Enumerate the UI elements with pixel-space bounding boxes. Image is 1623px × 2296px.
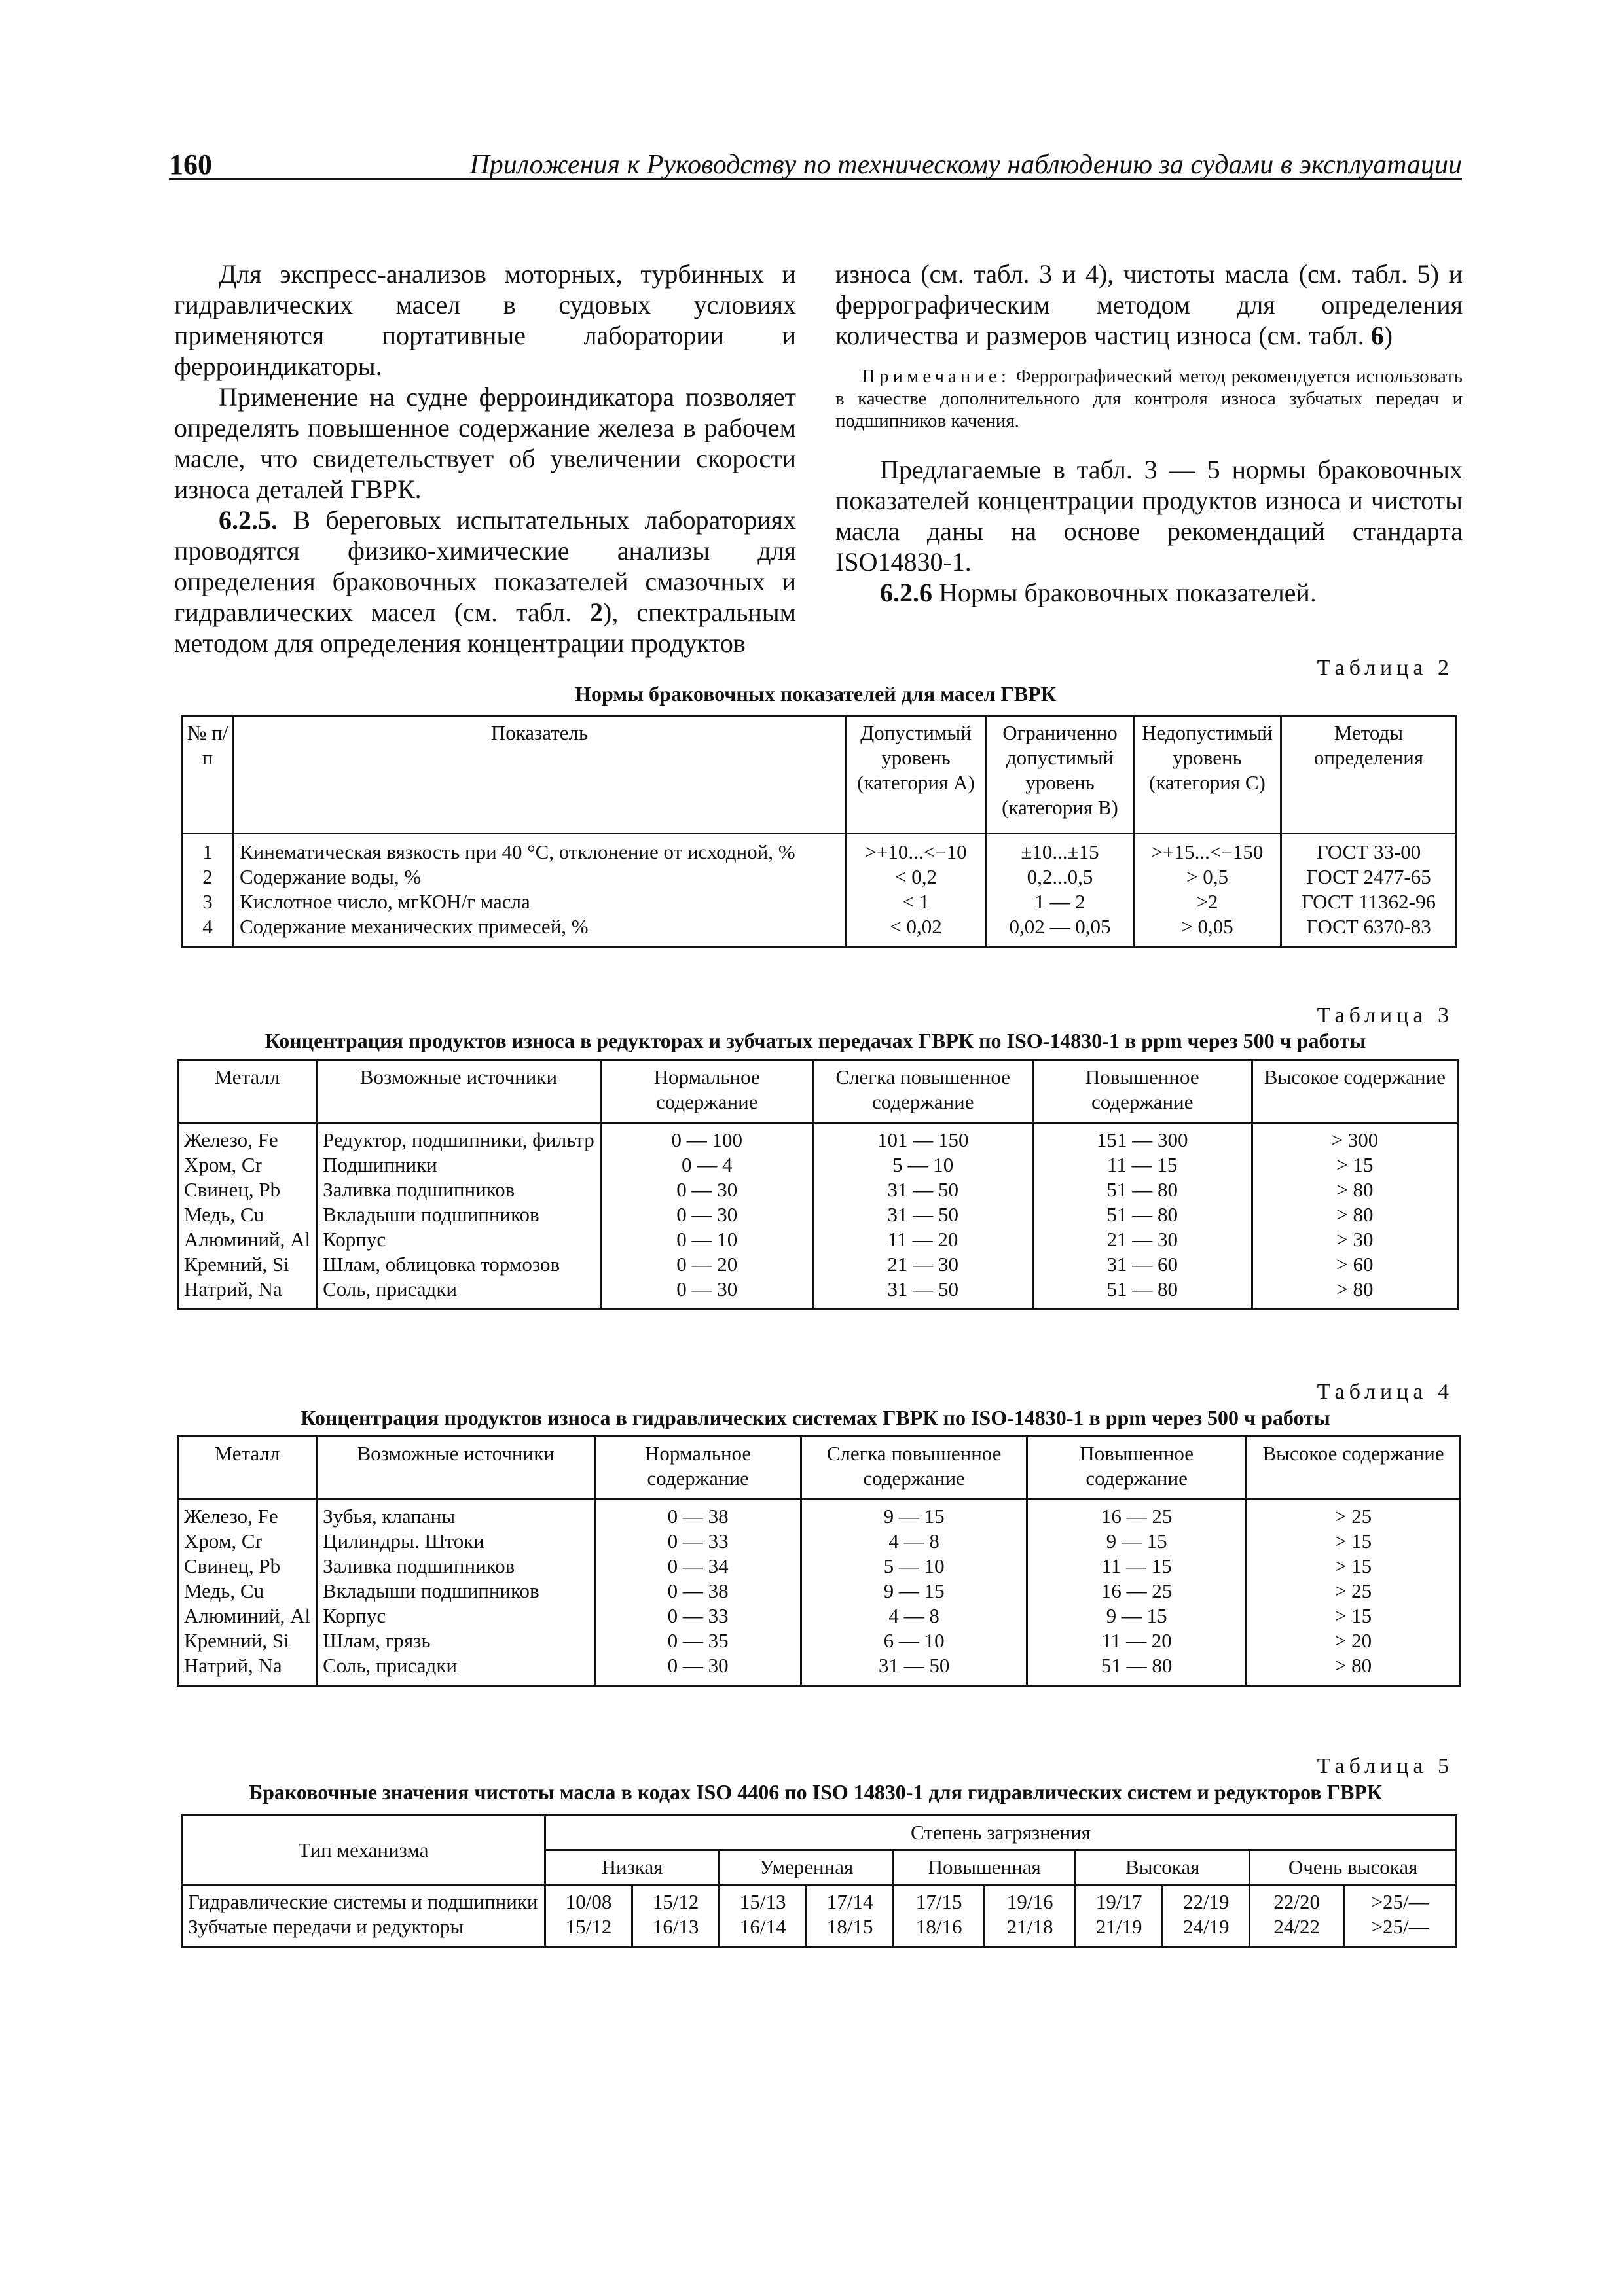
table-cell: 0 — 30: [676, 1203, 738, 1226]
table-cell: ГОСТ 2477-65: [1306, 865, 1431, 888]
table5-column-cell: [545, 1885, 632, 1947]
table-cell: > 60: [1336, 1253, 1374, 1276]
table-cell: 2: [202, 865, 213, 888]
table3-header-cell: Слегка повышенное содержание: [813, 1060, 1032, 1123]
table-cell: > 0,5: [1186, 865, 1228, 888]
table-cell: 10/08: [565, 1890, 612, 1913]
table5-column-cell: [182, 1885, 545, 1947]
table-cell: >+15...<−150: [1151, 840, 1264, 863]
table-cell: Шлам, грязь: [323, 1629, 431, 1652]
table-cell: > 80: [1336, 1178, 1374, 1201]
table-cell: > 80: [1334, 1654, 1372, 1677]
paragraph-express-analysis: Для экспресс-анализов моторных, турбинных и гидравлических масел в судовых условиях применяются портативные лаборатории и ферроиндикаторы.: [174, 259, 796, 381]
table-cell: Натрий, Na: [184, 1654, 282, 1677]
table-cell: 18/15: [826, 1915, 873, 1938]
table2-column-cell: [234, 834, 846, 947]
table-cell: 11 — 15: [1107, 1153, 1178, 1176]
table-cell: Подшипники: [323, 1153, 437, 1176]
table-cell: >25/—: [1371, 1915, 1429, 1938]
running-header: [169, 148, 1462, 180]
table-cell: > 25: [1334, 1579, 1372, 1602]
table3-column-cell: [178, 1123, 317, 1310]
table-cell: 31 — 60: [1106, 1253, 1178, 1276]
table3-header-cell: Высокое содержание: [1252, 1060, 1457, 1123]
table-cell: Цилиндры. Штоки: [323, 1530, 484, 1552]
table5-column-cell: [1163, 1885, 1250, 1947]
table-cell: 51 — 80: [1106, 1203, 1178, 1226]
table-cell: > 15: [1334, 1604, 1372, 1627]
table-cell: 22/20: [1273, 1890, 1320, 1913]
table-cell: 16 — 25: [1101, 1579, 1173, 1602]
table-cell: 0 — 38: [667, 1505, 729, 1528]
table-cell: Соль, присадки: [323, 1278, 457, 1300]
table-cell: Заливка подшипников: [323, 1554, 515, 1577]
table4-column-cell: [801, 1499, 1027, 1686]
table-cell: 51 — 80: [1106, 1178, 1178, 1201]
table3-column-cell: [1032, 1123, 1252, 1310]
running-title: Приложения к Руководству по техническому наблюдению за судами в эксплуатации: [469, 150, 1462, 180]
table-cell: >+10...<−10: [865, 840, 967, 863]
table-cell: 0 — 4: [681, 1153, 733, 1176]
table-cell: > 30: [1336, 1228, 1374, 1251]
table-cell: 0 — 33: [667, 1604, 729, 1627]
table4: [177, 1435, 1461, 1687]
table-cell: Содержание механических примесей, %: [240, 915, 589, 938]
table5-level-header: Низкая: [545, 1850, 720, 1885]
paragraph-wear-continued: износа (см. табл. 3 и 4), чистоты масла (см. табл. 5) и феррографическим методом для определения количества и размеров частиц износа (см. табл. 6): [835, 259, 1463, 350]
table-cell: Медь, Cu: [184, 1579, 264, 1602]
table-cell: Алюминий, Al: [184, 1228, 311, 1251]
table-cell: Гидравлические системы и подшипники: [188, 1890, 538, 1913]
table-cell: 151 — 300: [1096, 1128, 1188, 1151]
table2-body-row: [182, 834, 1457, 947]
table4-caption: Таблица 4: [1317, 1380, 1453, 1404]
table5-level-header: Очень высокая: [1250, 1850, 1457, 1885]
paragraph-6-2-5: 6.2.5. В береговых испытательных лабораториях проводятся физико-химические анализы для определения браковочных показателей смазочных и гидравлических масел (см. табл. 2), спектральным методом для определения концентрации продуктов: [174, 505, 796, 658]
table4-column-cell: [317, 1499, 595, 1686]
table-cell: 1 — 2: [1034, 890, 1085, 913]
table-cell: > 80: [1336, 1278, 1374, 1300]
table-cell: 0 — 10: [676, 1228, 738, 1251]
table-cell: 19/17: [1095, 1890, 1142, 1913]
table-cell: 0,2...0,5: [1027, 865, 1093, 888]
table5-degree-header: Степень загрязнения: [545, 1816, 1457, 1850]
table-cell: > 15: [1334, 1530, 1372, 1552]
table2-column-cell: [1281, 834, 1457, 947]
table-cell: 24/22: [1273, 1915, 1320, 1938]
right-column: [835, 259, 1463, 608]
paragraph-proposed-norms: Предлагаемые в табл. 3 — 5 нормы браковочных показателей концентрации продуктов износа и чистоты масла даны на основе рекомендаций стандарта ISO14830-1.: [835, 455, 1463, 577]
table5-caption: Таблица 5: [1317, 1754, 1453, 1778]
table-ref: 6: [1370, 321, 1384, 350]
table-cell: Хром, Cr: [184, 1530, 262, 1552]
table-ref: 2: [590, 598, 604, 627]
table4-header-cell: Возможные источники: [317, 1437, 595, 1499]
table2-header-cell: № п/п: [182, 716, 234, 834]
table-cell: ГОСТ 33-00: [1316, 840, 1421, 863]
table-cell: Свинец, Pb: [184, 1554, 281, 1577]
table-cell: ±10...±15: [1021, 840, 1099, 863]
table-cell: 4: [202, 915, 213, 938]
table2-header-cell: Методы определения: [1281, 716, 1457, 834]
table-cell: > 20: [1334, 1629, 1372, 1652]
table-cell: 9 — 15: [1106, 1604, 1167, 1627]
table-cell: 17/14: [826, 1890, 873, 1913]
table-cell: Корпус: [323, 1604, 386, 1627]
table-cell: >2: [1196, 890, 1218, 913]
table2-column-cell: [1134, 834, 1281, 947]
table-cell: 15/13: [739, 1890, 786, 1913]
table-cell: > 300: [1331, 1128, 1379, 1151]
table3-column-cell: [813, 1123, 1032, 1310]
table3-title: Концентрация продуктов износа в редукторах и зубчатых передачах ГВРК по ISO-14830-1 в ppm через 500 ч работы: [264, 1029, 1366, 1052]
table-cell: Натрий, Na: [184, 1278, 282, 1300]
table-cell: 17/15: [915, 1890, 962, 1913]
table-cell: Алюминий, Al: [184, 1604, 311, 1627]
table2-column-cell: [987, 834, 1134, 947]
table-cell: ГОСТ 6370-83: [1306, 915, 1431, 938]
table-cell: 11 — 15: [1101, 1554, 1172, 1577]
table-cell: Редуктор, подшипники, фильтр: [323, 1128, 594, 1151]
table-cell: 21 — 30: [1106, 1228, 1178, 1251]
table-cell: 51 — 80: [1106, 1278, 1178, 1300]
note-label: Примечание:: [862, 366, 1010, 387]
table-cell: 0 — 30: [676, 1178, 738, 1201]
section-number: 6.2.6: [880, 578, 932, 607]
table4-column-cell: [595, 1499, 801, 1686]
table4-title: Концентрация продуктов износа в гидравлических системах ГВРК по ISO-14830-1 в ppm через 500 ч работы: [301, 1406, 1330, 1429]
table-cell: > 0,05: [1181, 915, 1233, 938]
table-cell: 0 — 20: [676, 1253, 738, 1276]
table2-column-cell: [182, 834, 234, 947]
table-cell: Зубчатые передачи и редукторы: [188, 1915, 464, 1938]
table5-title: Браковочные значения чистоты масла в кодах ISO 4406 по ISO 14830-1 для гидравлических систем и редукторов ГВРК: [248, 1780, 1383, 1804]
section-number: 6.2.5.: [219, 505, 278, 535]
table-cell: Соль, присадки: [323, 1654, 457, 1677]
table-cell: 31 — 50: [887, 1203, 958, 1226]
table4-header-cell: Металл: [178, 1437, 317, 1499]
table-cell: Кинематическая вязкость при 40 °C, отклонение от исходной, %: [240, 840, 795, 863]
table-cell: Свинец, Pb: [184, 1178, 281, 1201]
table-cell: Кислотное число, мгКОН/г масла: [240, 890, 530, 913]
table2-title: Нормы браковочных показателей для масел ГВРК: [575, 682, 1056, 706]
table-cell: 24/19: [1182, 1915, 1230, 1938]
table-cell: 0 — 35: [667, 1629, 729, 1652]
table5-level-header: Повышенная: [894, 1850, 1076, 1885]
table-cell: Содержание воды, %: [240, 865, 422, 888]
table-cell: ГОСТ 11362-96: [1302, 890, 1436, 913]
table4-header-cell: Повышенное содержание: [1027, 1437, 1247, 1499]
table2-header-cell: Показатель: [234, 716, 846, 834]
table4-header-row: [178, 1437, 1461, 1499]
paragraph-6-2-6: 6.2.6 Нормы браковочных показателей.: [880, 578, 1317, 607]
table3-column-cell: [317, 1123, 601, 1310]
table-cell: 18/16: [915, 1915, 962, 1938]
table-cell: 1: [202, 840, 213, 863]
table3-column-cell: [600, 1123, 813, 1310]
table-cell: 4 — 8: [888, 1530, 939, 1552]
paragraph-ferroindicator: Применение на судне ферроиндикатора позволяет определять повышенное содержание железа в рабочем масле, что свидетельствует об увеличении скорости износа деталей ГВРК.: [174, 382, 796, 504]
table5-column-cell: [1344, 1885, 1457, 1947]
table3-header-cell: Нормальное содержание: [600, 1060, 813, 1123]
table5-column-cell: [1076, 1885, 1163, 1947]
table-cell: Зубья, клапаны: [323, 1505, 456, 1528]
table-cell: 11 — 20: [888, 1228, 958, 1251]
table5-column-cell: [720, 1885, 807, 1947]
table-cell: < 0,2: [895, 865, 937, 888]
page-number: 160: [169, 149, 212, 181]
table-cell: 15/12: [565, 1915, 612, 1938]
table5-body-row: [182, 1885, 1457, 1947]
table4-body-row: [178, 1499, 1461, 1686]
table-cell: 3: [202, 890, 213, 913]
table-cell: > 80: [1336, 1203, 1374, 1226]
table5: [181, 1814, 1457, 1948]
table-cell: Заливка подшипников: [323, 1178, 515, 1201]
table-cell: 22/19: [1182, 1890, 1230, 1913]
table-cell: 31 — 50: [887, 1178, 958, 1201]
table-cell: 0 — 34: [667, 1554, 729, 1577]
table-cell: 15/12: [652, 1890, 699, 1913]
left-column: [174, 259, 796, 658]
table2-column-cell: [846, 834, 987, 947]
table-cell: 0 — 100: [671, 1128, 742, 1151]
table-cell: 9 — 15: [883, 1579, 945, 1602]
table-cell: 0 — 30: [676, 1278, 738, 1300]
table5-level-header: Высокая: [1076, 1850, 1250, 1885]
table4-header-cell: Слегка повышенное содержание: [801, 1437, 1027, 1499]
table-cell: 16/13: [652, 1915, 699, 1938]
table-cell: 31 — 50: [878, 1654, 950, 1677]
table-cell: Кремний, Si: [184, 1253, 289, 1276]
table-cell: 51 — 80: [1101, 1654, 1173, 1677]
table-cell: Медь, Cu: [184, 1203, 264, 1226]
table5-mechanism-header: Тип механизма: [182, 1816, 545, 1885]
table5-column-cell: [807, 1885, 894, 1947]
table2-header-cell: Недопустимый уровень (категория С): [1134, 716, 1281, 834]
table-cell: Кремний, Si: [184, 1629, 289, 1652]
table-cell: >25/—: [1371, 1890, 1429, 1913]
table-cell: Железо, Fe: [184, 1128, 278, 1151]
table-cell: 0,02 — 0,05: [1009, 915, 1111, 938]
table-cell: Вкладыши подшипников: [323, 1579, 539, 1602]
table3-column-cell: [1252, 1123, 1457, 1310]
table-cell: 0 — 33: [667, 1530, 729, 1552]
table-cell: 16/14: [739, 1915, 786, 1938]
table-cell: Вкладыши подшипников: [323, 1203, 539, 1226]
table-cell: Корпус: [323, 1228, 386, 1251]
table-cell: 6 — 10: [883, 1629, 945, 1652]
table-cell: 5 — 10: [892, 1153, 954, 1176]
table-cell: 9 — 15: [1106, 1530, 1167, 1552]
table-cell: Шлам, облицовка тормозов: [323, 1253, 560, 1276]
table-cell: 21/19: [1095, 1915, 1142, 1938]
table3-header-row: [178, 1060, 1458, 1123]
table-cell: > 15: [1336, 1153, 1374, 1176]
table-cell: > 25: [1334, 1505, 1372, 1528]
table-cell: 0 — 38: [667, 1579, 729, 1602]
table-cell: Железо, Fe: [184, 1505, 278, 1528]
table3-header-cell: Металл: [178, 1060, 317, 1123]
table-cell: 0 — 30: [667, 1654, 729, 1677]
table-cell: 19/16: [1006, 1890, 1053, 1913]
table5-column-cell: [985, 1885, 1076, 1947]
note: Примечание: Феррографический метод рекомендуется использовать в качестве дополнительного для контроля износа зубчатых передач и подшипников качения.: [835, 366, 1463, 431]
table5-column-cell: [894, 1885, 985, 1947]
table2-header-row: [182, 716, 1457, 834]
table3-body-row: [178, 1123, 1458, 1310]
table2-caption: Таблица 2: [1317, 656, 1453, 680]
table-cell: 11 — 20: [1101, 1629, 1172, 1652]
table4-header-cell: Высокое содержание: [1247, 1437, 1461, 1499]
table2-header-cell: Ограниченно допустимый уровень (категория В): [987, 716, 1134, 834]
table4-column-cell: [178, 1499, 317, 1686]
table4-column-cell: [1247, 1499, 1461, 1686]
table-cell: 21/18: [1006, 1915, 1053, 1938]
table-cell: > 15: [1334, 1554, 1372, 1577]
table2-header-cell: Допустимый уровень (категория А): [846, 716, 987, 834]
table3-header-cell: Возможные источники: [317, 1060, 601, 1123]
table4-column-cell: [1027, 1499, 1247, 1686]
table-cell: 9 — 15: [883, 1505, 945, 1528]
table-cell: 101 — 150: [877, 1128, 969, 1151]
table2: [181, 715, 1457, 948]
table-cell: < 0,02: [890, 915, 942, 938]
table-cell: 5 — 10: [883, 1554, 945, 1577]
table5-column-cell: [632, 1885, 720, 1947]
table-cell: 31 — 50: [887, 1278, 958, 1300]
table-cell: Хром, Cr: [184, 1153, 262, 1176]
table5-level-header: Умеренная: [720, 1850, 894, 1885]
table3-caption: Таблица 3: [1317, 1003, 1453, 1028]
table3: [177, 1059, 1459, 1310]
table-cell: 4 — 8: [888, 1604, 939, 1627]
table-cell: 21 — 30: [887, 1253, 958, 1276]
table3-header-cell: Повышенное содержание: [1032, 1060, 1252, 1123]
table-cell: < 1: [902, 890, 930, 913]
table-cell: 16 — 25: [1101, 1505, 1173, 1528]
table5-column-cell: [1250, 1885, 1344, 1947]
table4-header-cell: Нормальное содержание: [595, 1437, 801, 1499]
